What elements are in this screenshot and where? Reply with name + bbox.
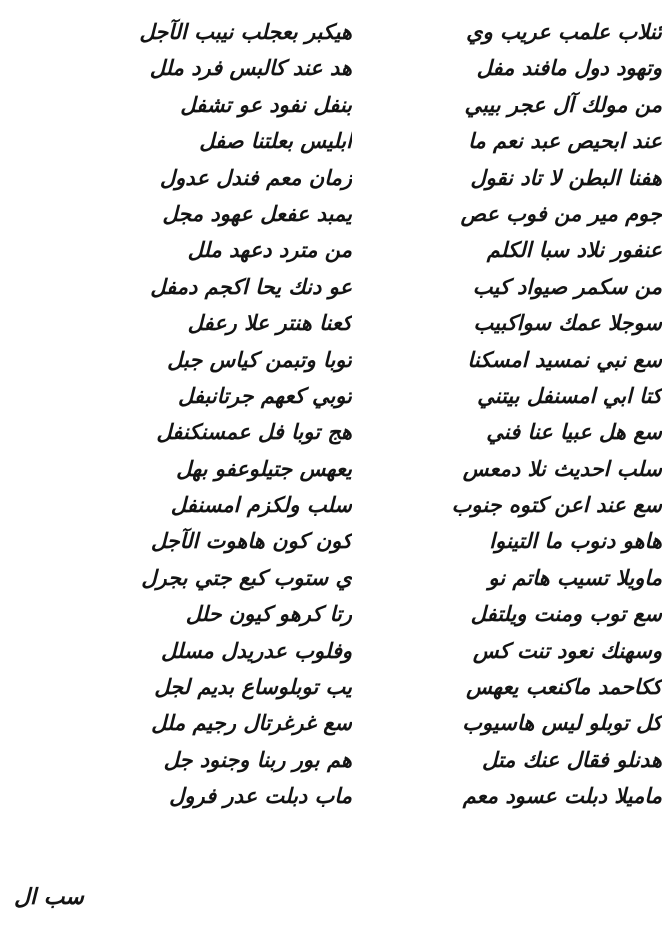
verse-first-hemistich: سلب احديث نلا دمعس	[462, 455, 662, 481]
catchword: سب ال	[14, 884, 84, 910]
verse-first-hemistich: ماميلا دبلت عسود معم	[462, 783, 662, 809]
verse-first-hemistich: هفنا البطن لا تاد نقول	[470, 164, 662, 190]
verse-line	[14, 232, 662, 268]
verse-line	[14, 523, 662, 559]
verse-first-hemistich: سوجلا عمك سواكبيب	[473, 310, 662, 336]
verse-line	[14, 160, 662, 196]
verse-line	[14, 342, 662, 378]
verse-second-hemistich: توبي كعهم جرتانبفل	[178, 382, 352, 408]
verse-second-hemistich: كعنا هنتر علا رعفل	[187, 310, 352, 336]
verse-second-hemistich: هم بور ربنا وجنود جل	[163, 746, 352, 772]
verse-line	[14, 269, 662, 305]
verse-second-hemistich: ابليس بعلتنا صفل	[199, 128, 352, 154]
verse-first-hemistich: هدنلو فقال عنك متل	[481, 746, 662, 772]
verse-second-hemistich: بنفل نفود عو تشفل	[180, 91, 352, 117]
verse-line	[14, 742, 662, 778]
verse-line	[14, 560, 662, 596]
verse-line	[14, 305, 662, 341]
verse-second-hemistich: سع غرغرتال رجيم ملل	[151, 710, 352, 736]
verse-first-hemistich: من مولك آل عجر بيبي	[464, 91, 662, 117]
verse-first-hemistich: سع عند اعن كتوه جنوب	[451, 492, 662, 518]
verse-second-hemistich: يب توبلوساع بديم لجل	[154, 674, 352, 700]
verse-line	[14, 378, 662, 414]
verse-line	[14, 705, 662, 741]
verse-second-hemistich: يعهس جتيلوعفو بهل	[176, 455, 352, 481]
verse-second-hemistich: وفلوب عدريدل مسلل	[160, 637, 352, 663]
verse-first-hemistich: ككاحمد ماكنعب يعهس	[466, 674, 662, 700]
verse-first-hemistich: سع نبي نمسيد امسكنا	[467, 346, 662, 372]
verse-first-hemistich: ماويلا تسيب هاتم نو	[488, 564, 662, 590]
verse-lines	[14, 14, 662, 815]
verse-second-hemistich: هج توبا فل عمسنكنفل	[156, 419, 352, 445]
verse-line	[14, 87, 662, 123]
verse-first-hemistich: كتا ابي امسنفل بيتني	[477, 382, 662, 408]
verse-line	[14, 778, 662, 814]
verse-first-hemistich: وسهنك نعود تنت كس	[472, 637, 662, 663]
verse-first-hemistich: من سكمر صيواد كيب	[472, 273, 662, 299]
verse-second-hemistich: من مترد دعهد ملل	[187, 237, 352, 263]
verse-first-hemistich: سع هل عبيا عنا فني	[486, 419, 662, 445]
verse-line	[14, 633, 662, 669]
verse-first-hemistich: سع توب ومنت ويلتفل	[470, 601, 662, 627]
verse-first-hemistich: تُنلاب علمب عريب وي	[466, 19, 662, 44]
verse-line	[14, 50, 662, 86]
verse-second-hemistich: ماب دبلت عدر فرول	[169, 783, 352, 809]
verse-line	[14, 487, 662, 523]
verse-line	[14, 596, 662, 632]
verse-second-hemistich: يمبد عفعل عهود مجل	[162, 200, 352, 226]
verse-line	[14, 14, 662, 50]
verse-second-hemistich: سلب ولكزم امسنفل	[170, 492, 352, 518]
verse-line	[14, 451, 662, 487]
verse-second-hemistich: رتا كرهو كيون حلل	[185, 601, 352, 627]
verse-second-hemistich: كون كون هاهوت الآجل	[150, 528, 352, 554]
verse-second-hemistich: ي ستوب كبع جتي بجرل	[141, 564, 352, 590]
verse-second-hemistich: هد عند كالبس فرد ملل	[149, 55, 352, 81]
verse-second-hemistich: زمان معم فندل عدول	[159, 164, 352, 190]
verse-line	[14, 123, 662, 159]
verse-line	[14, 669, 662, 705]
verse-first-hemistich: جوم مير من فوب عص	[460, 200, 662, 226]
verse-line	[14, 414, 662, 450]
verse-first-hemistich: كل توبلو ليس هاسيوب	[462, 710, 662, 736]
verse-second-hemistich: توبا وتبمن كياس جبل	[167, 346, 352, 372]
verse-first-hemistich: عند ابحيص عبد نعم ما	[468, 128, 662, 154]
verse-first-hemistich: هاهو دنوب ما التينوا	[489, 528, 662, 554]
verse-line	[14, 196, 662, 232]
verse-first-hemistich: عنفور نلاد سبا الكلم	[486, 237, 662, 263]
verse-second-hemistich: عو دنك يحا اكجم دمفل	[150, 273, 352, 299]
verse-second-hemistich: هيكبر بعجلب نيبب الآجل	[139, 19, 352, 44]
verse-first-hemistich: وتهود دول مافند مفل	[476, 55, 662, 81]
